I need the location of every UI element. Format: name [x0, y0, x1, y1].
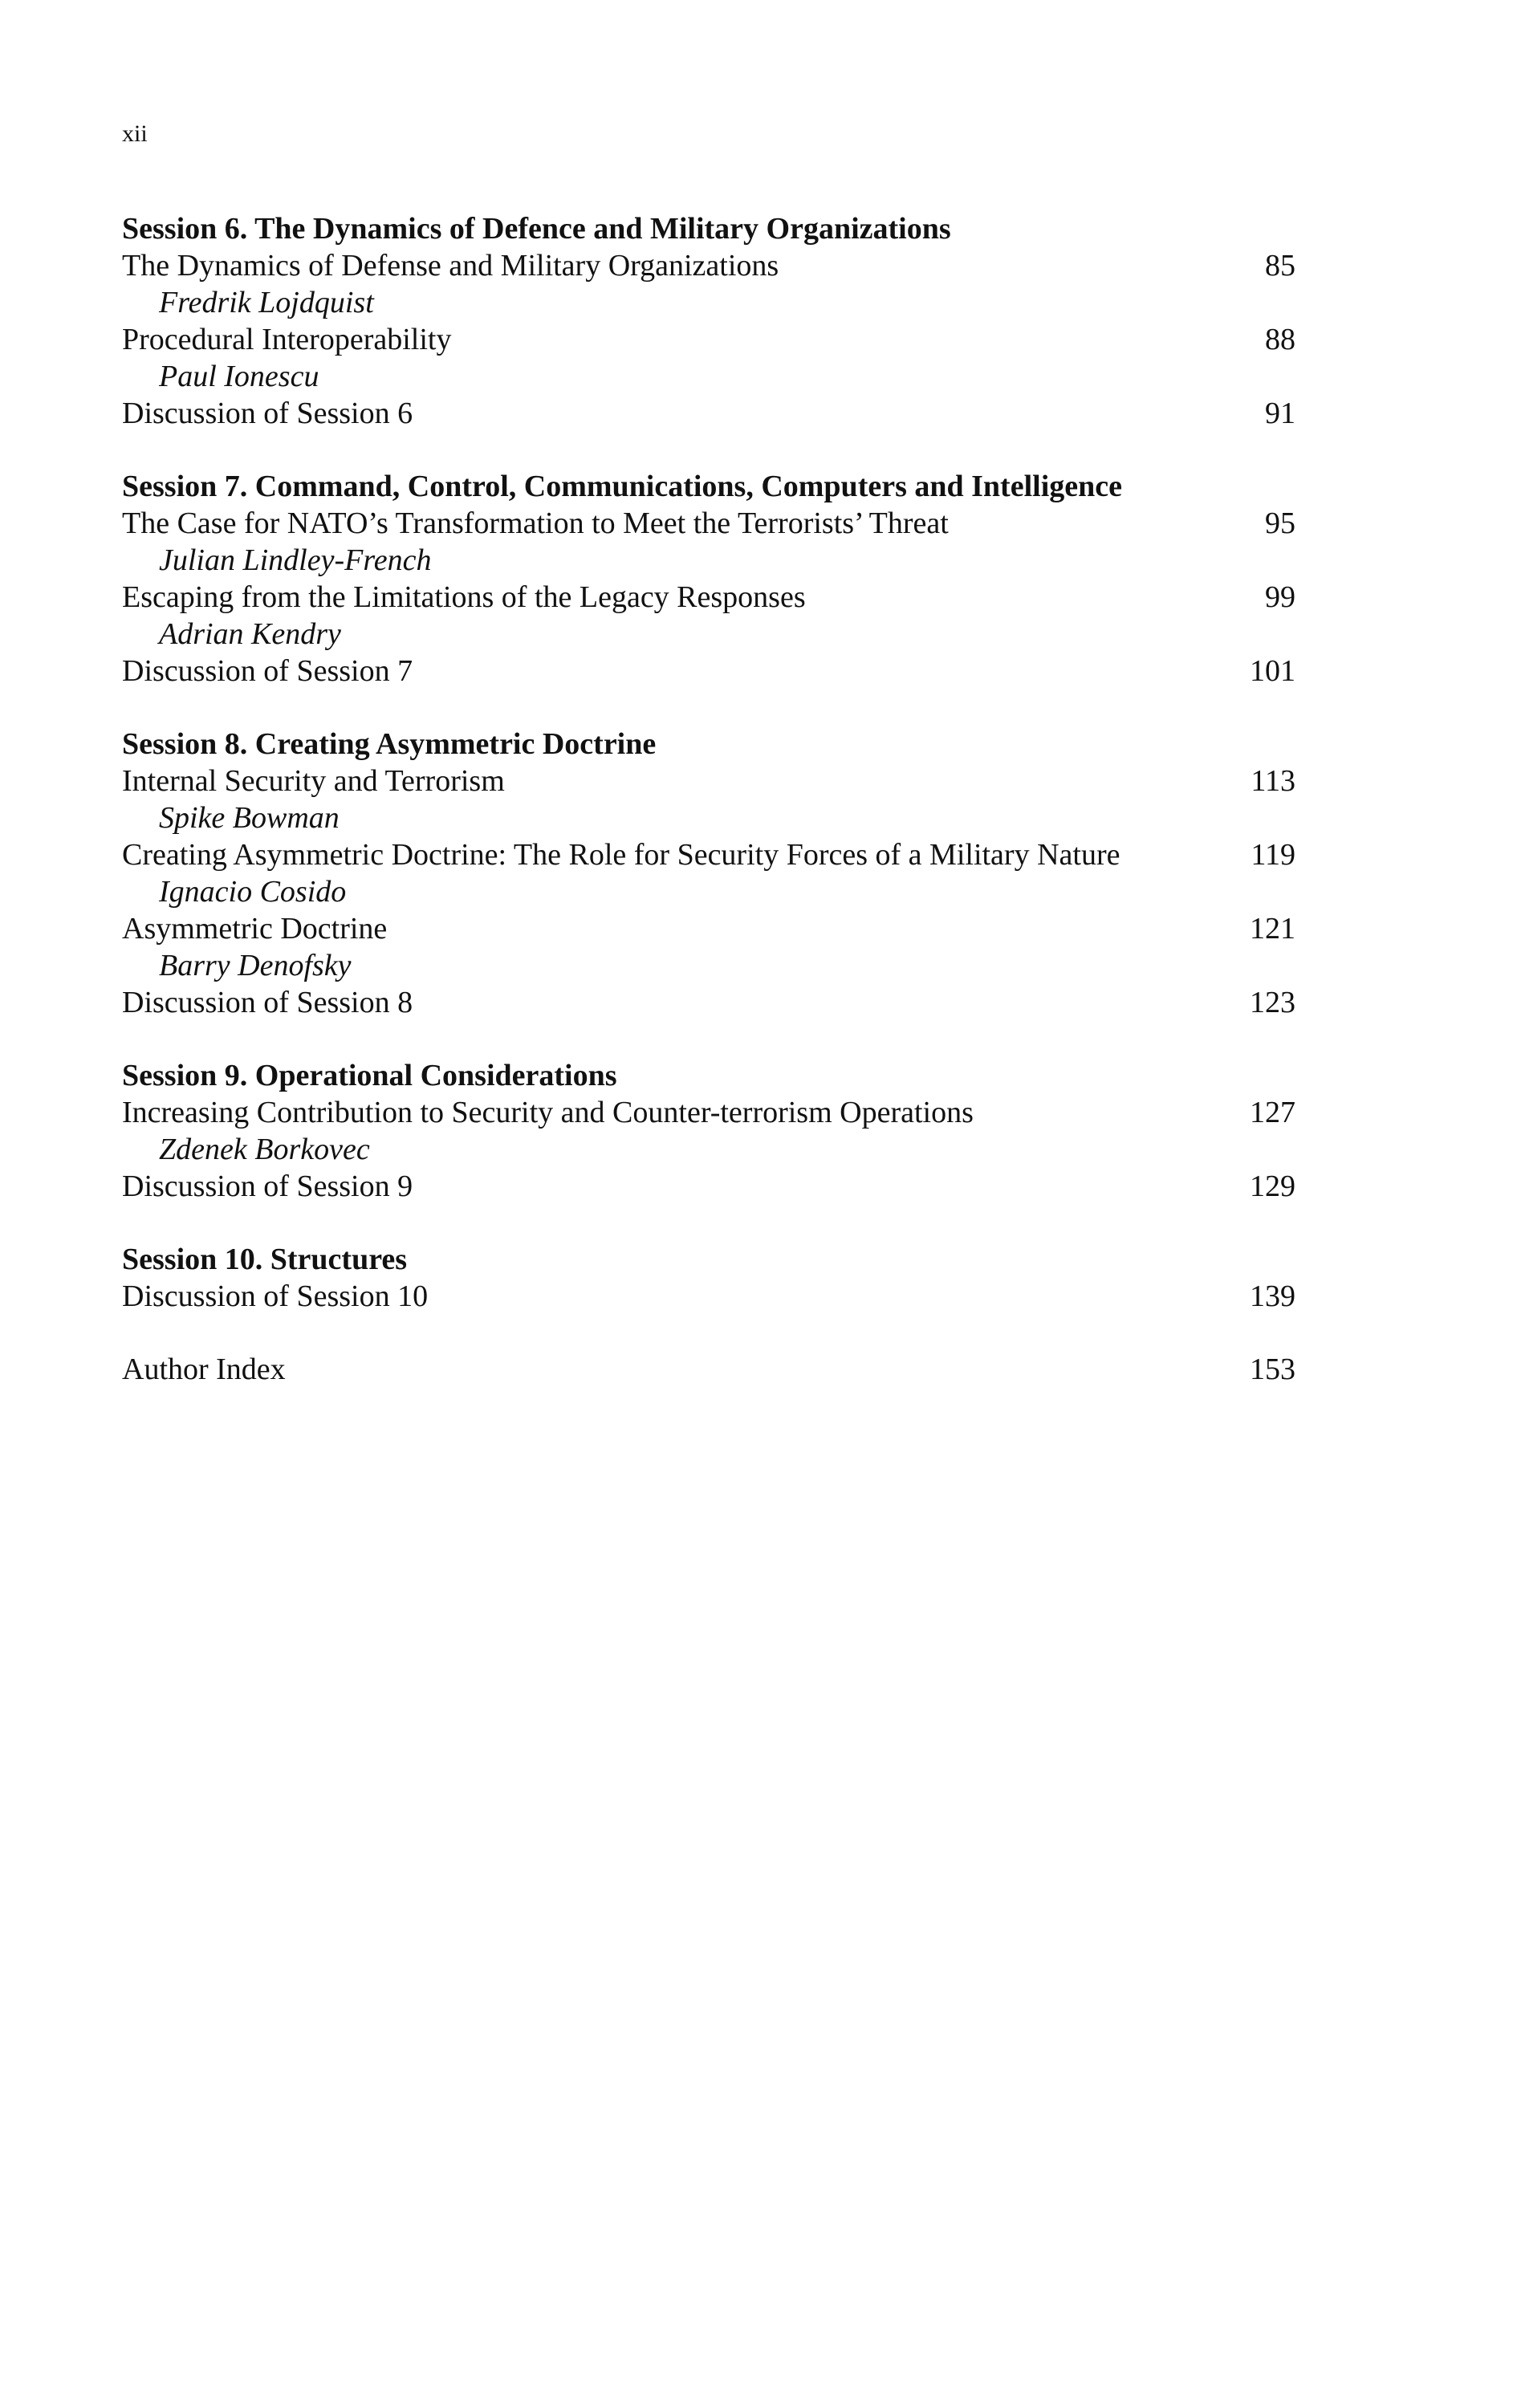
session-title: Session 10. Structures — [122, 1243, 408, 1276]
toc-entry — [122, 579, 1295, 616]
entry-page: 85 — [1265, 249, 1295, 283]
entry-title: Discussion of Session 10 — [122, 1279, 429, 1313]
session-6 — [122, 210, 1295, 432]
entry-title: Discussion of Session 8 — [122, 986, 413, 1019]
session-title: Session 7. Command, Control, Communications, Computers and Intelligence — [122, 470, 1122, 503]
entry-title: Discussion of Session 9 — [122, 1169, 413, 1203]
entry-page: 129 — [1250, 1169, 1295, 1203]
toc-entry — [122, 247, 1295, 284]
entry-author: Julian Lindley-French — [159, 543, 432, 577]
entry-author: Spike Bowman — [159, 801, 340, 835]
session-7 — [122, 468, 1295, 689]
session-title: Session 8. Creating Asymmetric Doctrine — [122, 727, 657, 761]
entry-page: 139 — [1250, 1279, 1295, 1313]
session-title: Session 6. The Dynamics of Defence and Military Organizations — [122, 212, 951, 246]
entry-title: Discussion of Session 7 — [122, 654, 413, 688]
entry-page: 88 — [1265, 323, 1295, 356]
entry-title: Discussion of Session 6 — [122, 397, 413, 430]
entry-author: Paul Ionescu — [159, 360, 319, 393]
entry-page: 99 — [1265, 580, 1295, 614]
session-9 — [122, 1057, 1295, 1205]
entry-page: 153 — [1250, 1352, 1295, 1386]
entry-author: Zdenek Borkovec — [159, 1133, 370, 1166]
toc-entry — [122, 763, 1295, 799]
entry-title: Escaping from the Limitations of the Legacy Responses — [122, 580, 806, 614]
session-8 — [122, 726, 1295, 1021]
toc-entry — [122, 505, 1295, 542]
entry-title: Procedural Interoperability — [122, 323, 452, 356]
entry-title: Author Index — [122, 1352, 286, 1386]
entry-page: 101 — [1250, 654, 1295, 688]
entry-page: 121 — [1250, 912, 1295, 946]
toc-entry — [122, 1168, 1295, 1205]
toc-entry — [122, 910, 1295, 947]
entry-title: Internal Security and Terrorism — [122, 764, 505, 798]
entry-page: 127 — [1250, 1096, 1295, 1129]
author-index-entry — [122, 1351, 1295, 1388]
toc-entry — [122, 653, 1295, 689]
session-10 — [122, 1241, 1295, 1315]
page-number: xii — [122, 120, 148, 147]
entry-author: Fredrik Lojdquist — [159, 286, 374, 319]
entry-page: 91 — [1265, 397, 1295, 430]
session-title: Session 9. Operational Considerations — [122, 1059, 617, 1092]
entry-page: 119 — [1251, 838, 1295, 872]
entry-page: 123 — [1250, 986, 1295, 1019]
toc-entry — [122, 1278, 1295, 1315]
entry-author: Adrian Kendry — [159, 617, 341, 651]
entry-title: Increasing Contribution to Security and Counter-terrorism Operations — [122, 1096, 974, 1129]
entry-author: Barry Denofsky — [159, 949, 352, 982]
entry-page: 113 — [1251, 764, 1295, 798]
toc-entry — [122, 984, 1295, 1021]
toc-entry — [122, 321, 1295, 358]
entry-title: The Case for NATO’s Transformation to Meet the Terrorists’ Threat — [122, 506, 949, 540]
entry-author: Ignacio Cosido — [159, 875, 347, 909]
entry-title: Asymmetric Doctrine — [122, 912, 388, 946]
entry-page: 95 — [1265, 506, 1295, 540]
table-of-contents — [122, 210, 1295, 1388]
entry-title: The Dynamics of Defense and Military Organizations — [122, 249, 779, 283]
toc-entry — [122, 836, 1295, 873]
toc-entry — [122, 395, 1295, 432]
toc-entry — [122, 1094, 1295, 1131]
entry-title: Creating Asymmetric Doctrine: The Role for Security Forces of a Military Nature — [122, 838, 1120, 872]
